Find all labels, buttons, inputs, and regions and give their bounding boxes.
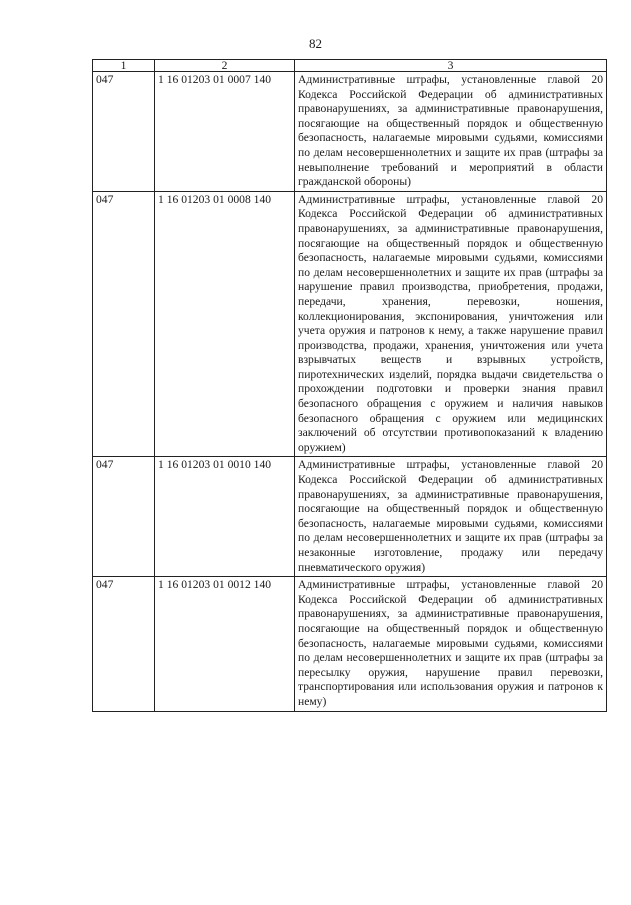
column-header-3: 3 — [295, 60, 607, 72]
budget-classification-code-cell: 1 16 01203 01 0012 140 — [155, 577, 295, 711]
page-number: 82 — [309, 36, 322, 51]
table-row — [93, 191, 607, 457]
budget-code-table — [92, 59, 607, 712]
table-row — [93, 577, 607, 711]
admin-code-cell: 047 — [93, 191, 155, 457]
admin-code-cell: 047 — [93, 72, 155, 192]
column-header-1: 1 — [93, 60, 155, 72]
income-description-cell: Административные штрафы, установленные главой 20 Кодекса Российской Федерации об административных правонарушениях, за административные правонарушения, посягающие на общественный порядок и общественную безопасность, налагаемые мировыми судьями, комиссиями по делам несовершеннолетних и защите их прав (штрафы за нарушение правил производства, приобретения, продажи, передачи, хранения, перевозки, ношения, коллекционирования, экспонирования, уничтожения или учета оружия и патронов к нему, а также нарушение правил производства, продажи, хранения, уничтожения или учета взрывчатых веществ и взрывных устройств, пиротехнических изделий, порядка выдачи свидетельства о прохождении подготовки и проверки знания правил безопасного обращения с оружием и наличия навыков безопасного обращения с оружием или медицинских заключений об отсутствии противопоказаний к владению оружием) — [295, 191, 607, 457]
income-description-cell: Административные штрафы, установленные главой 20 Кодекса Российской Федерации об административных правонарушениях, за административные правонарушения, посягающие на общественный порядок и общественную безопасность, налагаемые мировыми судьями, комиссиями по делам несовершеннолетних и защите их прав (штрафы за невыполнение требований и мероприятий в области гражданской обороны) — [295, 72, 607, 192]
table-row — [93, 457, 607, 577]
admin-code-cell: 047 — [93, 577, 155, 711]
table-header-row — [93, 60, 607, 72]
admin-code-cell: 047 — [93, 457, 155, 577]
table-row — [93, 72, 607, 192]
budget-classification-code-cell: 1 16 01203 01 0007 140 — [155, 72, 295, 192]
budget-classification-code-cell: 1 16 01203 01 0008 140 — [155, 191, 295, 457]
income-description-cell: Административные штрафы, установленные главой 20 Кодекса Российской Федерации об административных правонарушениях, за административные правонарушения, посягающие на общественный порядок и общественную безопасность, налагаемые мировыми судьями, комиссиями по делам несовершеннолетних и защите их прав (штрафы за пересылку оружия, нарушение правил перевозки, транспортирования или использования оружия и патронов к нему) — [295, 577, 607, 711]
budget-classification-code-cell: 1 16 01203 01 0010 140 — [155, 457, 295, 577]
column-header-2: 2 — [155, 60, 295, 72]
income-description-cell: Административные штрафы, установленные главой 20 Кодекса Российской Федерации об административных правонарушениях, за административные правонарушения, посягающие на общественный порядок и общественную безопасность, налагаемые мировыми судьями, комиссиями по делам несовершеннолетних и защите их прав (штрафы за незаконные изготовление, продажу или передачу пневматического оружия) — [295, 457, 607, 577]
